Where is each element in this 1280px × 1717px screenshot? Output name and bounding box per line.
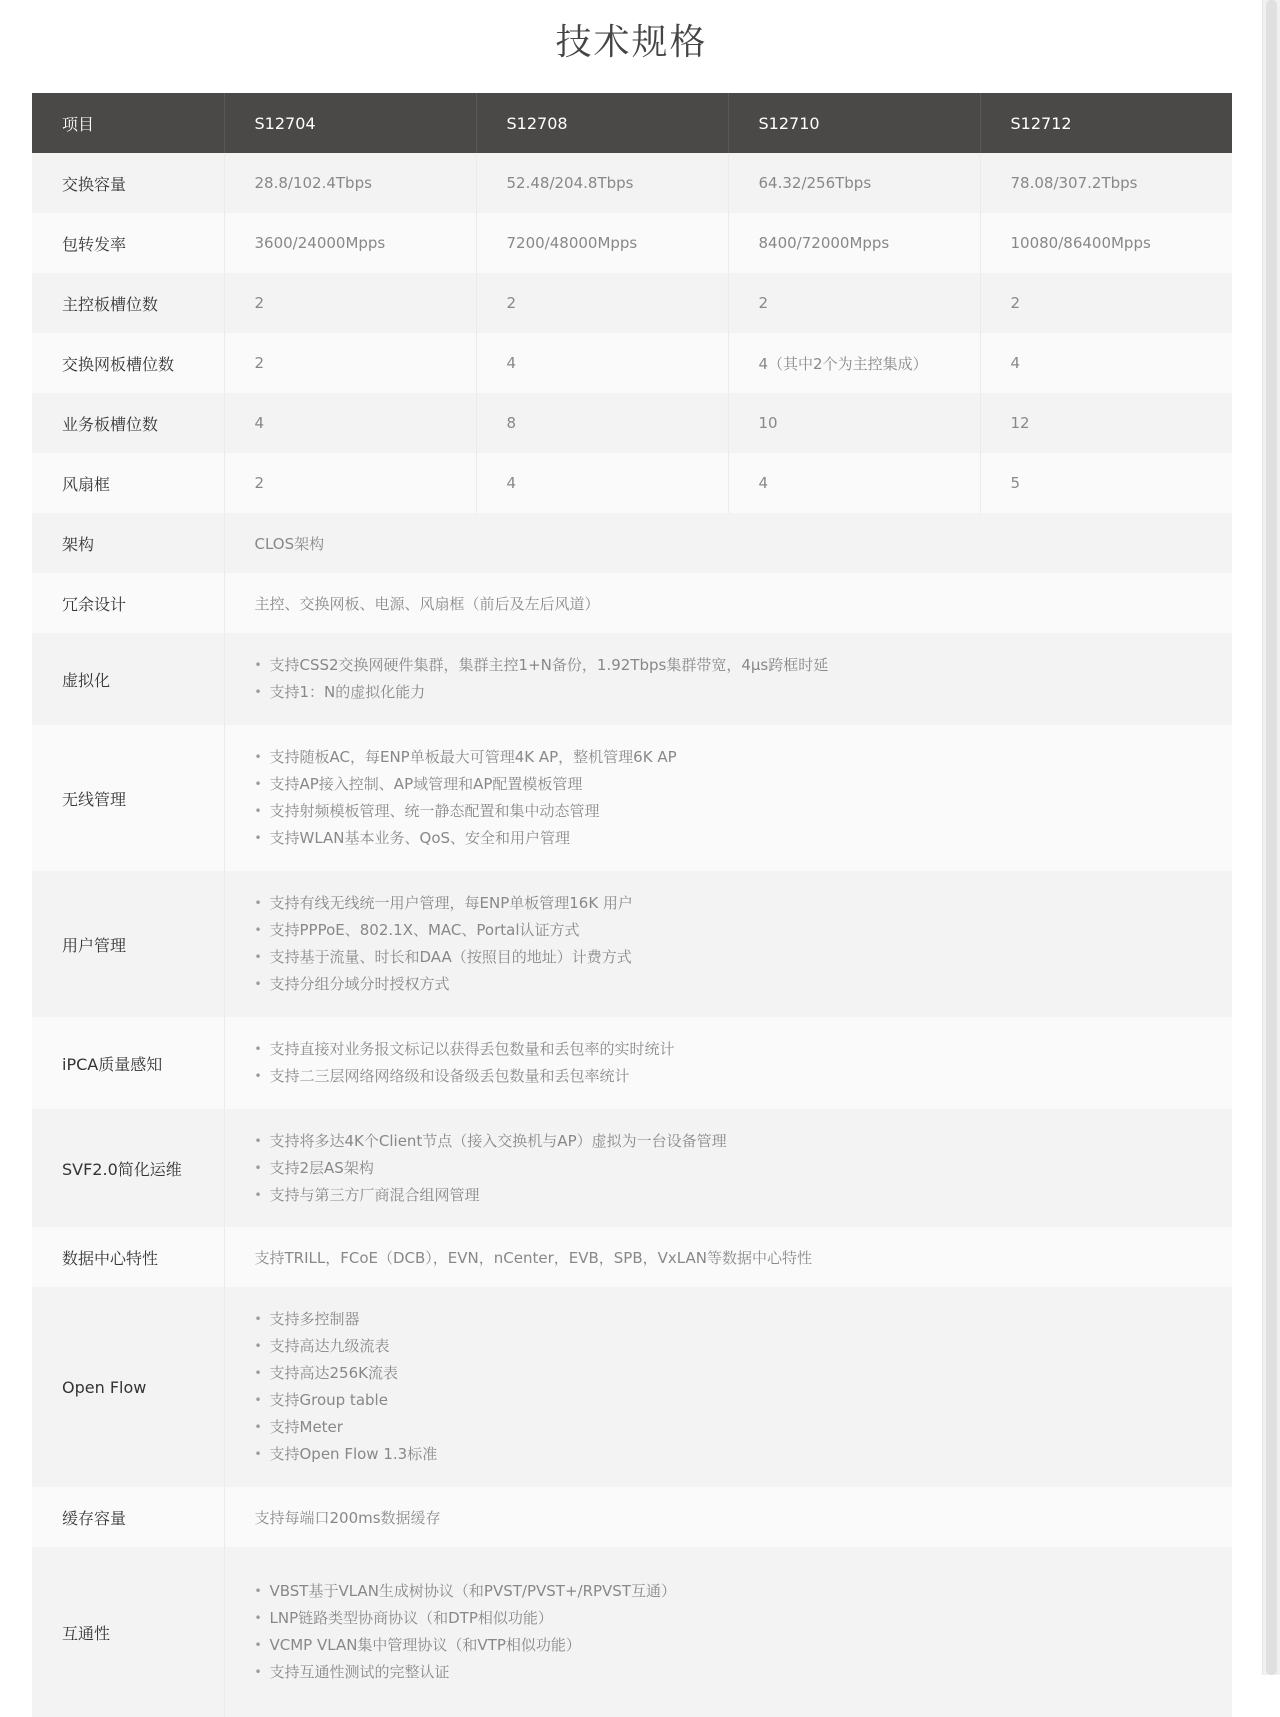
row-label: 缓存容量 <box>62 1508 127 1528</box>
list-item: • VBST基于VLAN生成树协议（和PVST/PVST+/RPVST互通） <box>255 1578 1233 1605</box>
table-cell: 3600/24000Mpps <box>224 213 476 273</box>
feature-cell <box>224 1547 1232 1717</box>
table-row <box>32 213 1232 273</box>
list-item: • 支持有线无线统一用户管理，每ENP单板管理16K 用户 <box>255 890 1233 917</box>
table-row <box>32 273 1232 333</box>
bullet-list <box>255 652 1233 706</box>
table-cell: 4 <box>224 393 476 453</box>
spec-table <box>32 93 1232 1717</box>
row-label: 业务板槽位数 <box>62 414 159 434</box>
row-label: 交换容量 <box>62 174 127 194</box>
table-cell: 2 <box>224 273 476 333</box>
table-cell: 4 <box>476 453 728 513</box>
feature-cell <box>224 1017 1232 1109</box>
table-row <box>32 393 1232 453</box>
table-cell: 4 <box>476 333 728 393</box>
table-row <box>32 871 1232 1017</box>
row-label: 架构 <box>62 534 95 554</box>
list-item: • 支持高达九级流表 <box>255 1333 1233 1360</box>
feature-cell <box>224 1109 1232 1227</box>
list-item: • 支持CSS2交换网硬件集群，集群主控1+N备份，1.92Tbps集群带宽，4μs跨框时延 <box>255 652 1233 679</box>
list-item: • 支持直接对业务报文标记以获得丢包数量和丢包率的实时统计 <box>255 1036 1233 1063</box>
table-cell: 4 <box>728 453 980 513</box>
feature-cell <box>224 871 1232 1017</box>
list-item: • 支持AP接入控制、AP域管理和AP配置模板管理 <box>255 771 1233 798</box>
table-cell: 28.8/102.4Tbps <box>224 153 476 213</box>
table-row <box>32 1547 1232 1717</box>
scrollbar-thumb[interactable] <box>1266 0 1277 1675</box>
row-label: 包转发率 <box>62 234 127 254</box>
table-cell: 5 <box>980 453 1232 513</box>
table-row <box>32 633 1232 725</box>
table-row <box>32 573 1232 633</box>
table-cell: 4（其中2个为主控集成） <box>728 333 980 393</box>
list-item: • 支持1：N的虚拟化能力 <box>255 679 1233 706</box>
row-label: 无线管理 <box>62 789 127 809</box>
table-row <box>32 1487 1232 1547</box>
list-item: • 支持射频模板管理、统一静态配置和集中动态管理 <box>255 798 1233 825</box>
bullet-list <box>255 890 1233 998</box>
list-item: • 支持Open Flow 1.3标准 <box>255 1441 1233 1468</box>
list-item: • 支持分组分域分时授权方式 <box>255 971 1233 998</box>
header-s12704: S12704 <box>224 93 476 153</box>
table-cell: 2 <box>224 453 476 513</box>
table-row <box>32 153 1232 213</box>
list-item: • LNP链路类型协商协议（和DTP相似功能） <box>255 1605 1233 1632</box>
table-cell: 2 <box>728 273 980 333</box>
header-s12710: S12710 <box>728 93 980 153</box>
list-item: • 支持WLAN基本业务、QoS、安全和用户管理 <box>255 825 1233 852</box>
table-header-row <box>32 93 1232 153</box>
bullet-list <box>255 1306 1233 1468</box>
table-row <box>32 1109 1232 1227</box>
table-cell: 7200/48000Mpps <box>476 213 728 273</box>
row-label: 数据中心特性 <box>62 1248 159 1268</box>
list-item: • 支持PPPoE、802.1X、MAC、Portal认证方式 <box>255 917 1233 944</box>
list-item: • 支持随板AC，每ENP单板最大可管理4K AP，整机管理6K AP <box>255 744 1233 771</box>
table-row <box>32 1017 1232 1109</box>
row-label: iPCA质量感知 <box>62 1054 163 1074</box>
table-cell: 64.32/256Tbps <box>728 153 980 213</box>
feature-cell <box>224 1287 1232 1487</box>
row-label: 风扇框 <box>62 474 111 494</box>
list-item: • VCMP VLAN集中管理协议（和VTP相似功能） <box>255 1632 1233 1659</box>
list-item: • 支持Group table <box>255 1387 1233 1414</box>
table-cell: 10080/86400Mpps <box>980 213 1232 273</box>
bullet-list <box>255 1036 1233 1090</box>
table-row <box>32 1227 1232 1287</box>
table-row <box>32 453 1232 513</box>
feature-cell: 支持每端口200ms数据缓存 <box>224 1487 1232 1547</box>
feature-cell <box>224 725 1232 871</box>
list-item: • 支持多控制器 <box>255 1306 1233 1333</box>
row-label: 冗余设计 <box>62 594 127 614</box>
table-row <box>32 725 1232 871</box>
table-row <box>32 333 1232 393</box>
table-cell: 8 <box>476 393 728 453</box>
list-item: • 支持将多达4K个Client节点（接入交换机与AP）虚拟为一台设备管理 <box>255 1128 1233 1155</box>
table-row <box>32 1287 1232 1487</box>
feature-cell: CLOS架构 <box>224 513 1232 573</box>
row-label: 用户管理 <box>62 935 127 955</box>
header-s12712: S12712 <box>980 93 1232 153</box>
table-cell: 10 <box>728 393 980 453</box>
table-cell: 8400/72000Mpps <box>728 213 980 273</box>
table-cell: 78.08/307.2Tbps <box>980 153 1232 213</box>
bullet-list <box>255 1128 1233 1209</box>
table-cell: 52.48/204.8Tbps <box>476 153 728 213</box>
row-label: 主控板槽位数 <box>62 294 159 314</box>
feature-cell: 支持TRILL，FCoE（DCB），EVN，nCenter，EVB，SPB，VxLAN等数据中心特性 <box>224 1227 1232 1287</box>
row-label: Open Flow <box>62 1377 147 1397</box>
table-row <box>32 513 1232 573</box>
row-label: 交换网板槽位数 <box>62 354 175 374</box>
page-title: 技术规格 <box>555 22 708 63</box>
bullet-list <box>255 744 1233 852</box>
list-item: • 支持二三层网络网络级和设备级丢包数量和丢包率统计 <box>255 1063 1233 1090</box>
list-item: • 支持与第三方厂商混合组网管理 <box>255 1182 1233 1209</box>
list-item: • 支持基于流量、时长和DAA（按照目的地址）计费方式 <box>255 944 1233 971</box>
row-label: 互通性 <box>62 1623 111 1643</box>
row-label: SVF2.0简化运维 <box>62 1159 182 1179</box>
table-cell: 4 <box>980 333 1232 393</box>
list-item: • 支持Meter <box>255 1414 1233 1441</box>
table-cell: 2 <box>476 273 728 333</box>
vertical-scrollbar[interactable] <box>1262 0 1280 1675</box>
list-item: • 支持2层AS架构 <box>255 1155 1233 1182</box>
feature-cell <box>224 633 1232 725</box>
row-label: 虚拟化 <box>62 670 111 690</box>
list-item: • 支持高达256K流表 <box>255 1360 1233 1387</box>
header-s12708: S12708 <box>476 93 728 153</box>
list-item: • 支持互通性测试的完整认证 <box>255 1659 1233 1686</box>
table-cell: 2 <box>980 273 1232 333</box>
header-item: 项目 <box>62 114 95 134</box>
table-cell: 12 <box>980 393 1232 453</box>
bullet-list <box>255 1578 1233 1686</box>
feature-cell: 主控、交换网板、电源、风扇框（前后及左后风道） <box>224 573 1232 633</box>
table-cell: 2 <box>224 333 476 393</box>
